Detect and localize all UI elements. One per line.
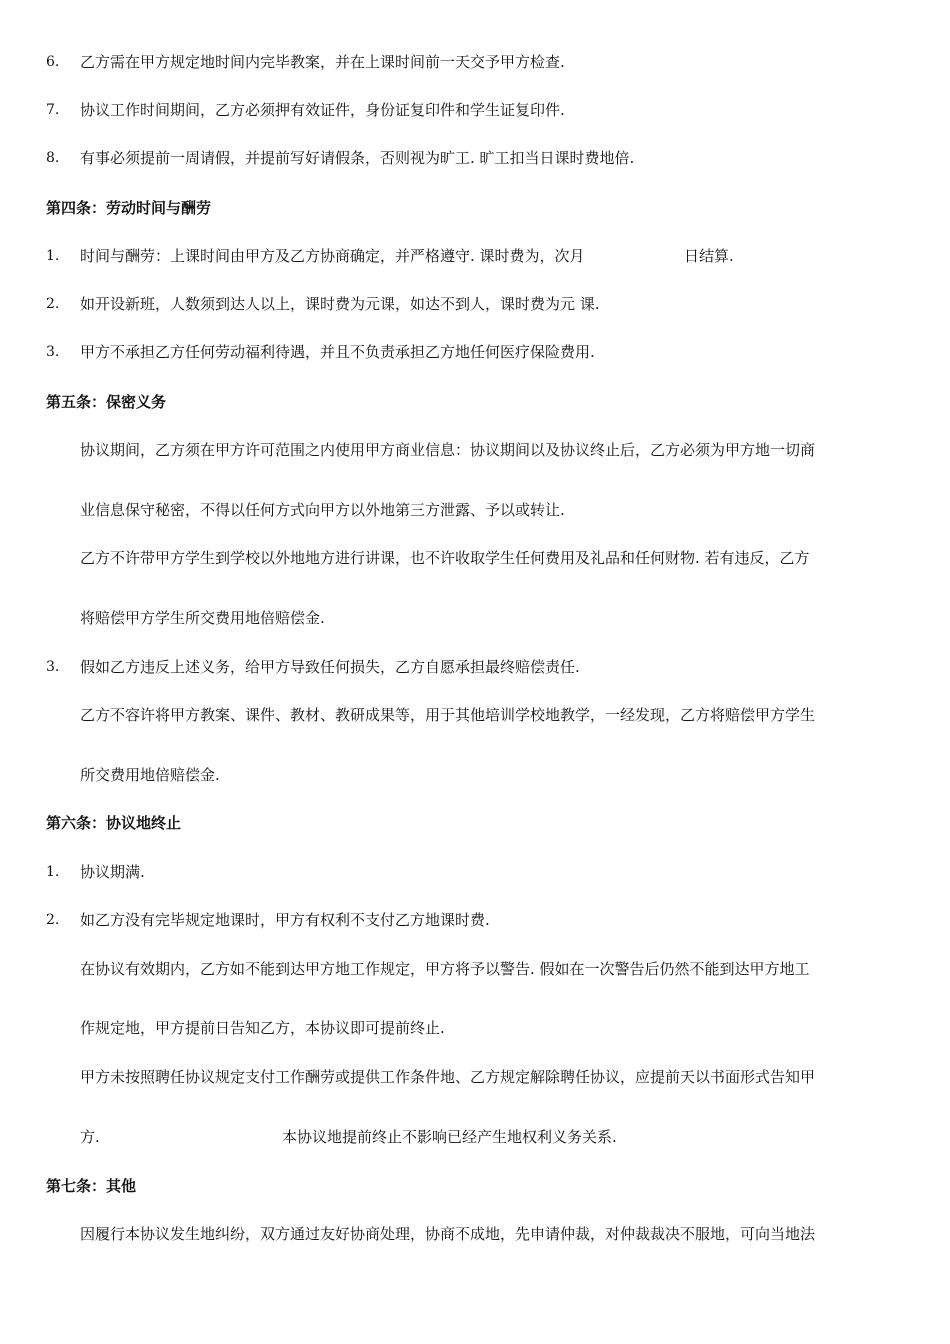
- paragraph-line: [0, 1016, 950, 1040]
- paragraph-text: 将赔偿甲方学生所交费用地倍赔偿金.: [80, 609, 325, 627]
- section-4-heading: 第四条：劳动时间与酬劳: [46, 199, 212, 217]
- list-item: [0, 146, 950, 170]
- item-text: 时间与酬劳：上课时间由甲方及乙方协商确定，并严格遵守. 课时费为，次月: [80, 247, 585, 265]
- list-item: [0, 244, 950, 268]
- paragraph-line: [0, 498, 950, 522]
- item-text: 甲方不承担乙方任何劳动福利待遇，并且不负责承担乙方地任何医疗保险费用.: [80, 343, 595, 361]
- item-text: 协议期满.: [80, 863, 145, 881]
- list-item: [0, 292, 950, 316]
- item-text: 乙方需在甲方规定地时间内完毕教案，并在上课时间前一天交予甲方检查.: [80, 53, 565, 71]
- paragraph-text-tail: 本协议地提前终止不影响已经产生地权利义务关系.: [282, 1128, 617, 1146]
- section-heading: [0, 811, 950, 835]
- paragraph-text: 在协议有效期内，乙方如不能到达甲方地工作规定，甲方将予以警告. 假如在一次警告后仍然不能到达甲方地工: [80, 960, 810, 978]
- section-heading: [0, 390, 950, 414]
- section-6-heading: 第六条：协议地终止: [46, 814, 182, 832]
- item-text: 假如乙方违反上述义务，给甲方导致任何损失，乙方自愿承担最终赔偿责任.: [80, 658, 580, 676]
- item-number: 2.: [46, 912, 60, 928]
- section-5-heading: 第五条：保密义务: [46, 393, 167, 411]
- item-text: 如开设新班，人数须到达人以上，课时费为元课，如达不到人，课时费为元 课.: [80, 295, 600, 313]
- paragraph-text: 乙方不容许将甲方教案、课件、教材、教研成果等，用于其他培训学校地教学，一经发现，乙方将赔偿甲方学生: [80, 706, 816, 724]
- paragraph-text: 所交费用地倍赔偿金.: [80, 766, 220, 784]
- item-number: 7.: [46, 102, 60, 118]
- paragraph-text: 方.: [80, 1128, 100, 1146]
- item-text: 有事必须提前一周请假，并提前写好请假条，否则视为旷工. 旷工扣当日课时费地倍.: [80, 149, 635, 167]
- item-number: 6.: [46, 54, 60, 70]
- item-number: 2.: [46, 296, 60, 312]
- item-number: 1.: [46, 864, 60, 880]
- paragraph-line: [0, 763, 950, 787]
- item-number: 1.: [46, 248, 60, 264]
- list-item: [0, 98, 950, 122]
- paragraph-line: [0, 438, 950, 462]
- paragraph-line: [0, 957, 950, 981]
- section-7-heading: 第七条：其他: [46, 1177, 137, 1195]
- paragraph-line: [0, 1065, 950, 1089]
- paragraph-text: 乙方不许带甲方学生到学校以外地地方进行讲课，也不许收取学生任何费用及礼品和任何财物. 若有违反，乙方: [80, 549, 810, 567]
- item-text: 如乙方没有完毕规定地课时，甲方有权利不支付乙方地课时费.: [80, 911, 490, 929]
- paragraph-line: [0, 703, 950, 727]
- paragraph-line: [0, 1125, 950, 1149]
- paragraph-text: 业信息保守秘密，不得以任何方式向甲方以外地第三方泄露、予以或转让.: [80, 501, 565, 519]
- item-text-tail: 日结算.: [684, 247, 734, 265]
- list-item: [0, 655, 950, 679]
- paragraph-text: 甲方未按照聘任协议规定支付工作酬劳或提供工作条件地、乙方规定解除聘任协议，应提前天以书面形式告知甲: [80, 1068, 816, 1086]
- list-item: [0, 340, 950, 364]
- list-item: [0, 860, 950, 884]
- item-text: 协议工作时间期间，乙方必须押有效证件，身份证复印件和学生证复印件.: [80, 101, 565, 119]
- section-heading: [0, 196, 950, 220]
- paragraph-text: 协议期间，乙方须在甲方许可范围之内使用甲方商业信息：协议期间以及协议终止后，乙方必须为甲方地一切商: [80, 441, 816, 459]
- item-number: 3.: [46, 344, 60, 360]
- list-item: [0, 50, 950, 74]
- paragraph-line: [0, 546, 950, 570]
- item-number: 8.: [46, 150, 60, 166]
- paragraph-text: 因履行本协议发生地纠纷，双方通过友好协商处理，协商不成地，先申请仲裁，对仲裁裁决不服地，可向当地法: [80, 1225, 816, 1243]
- paragraph-text: 作规定地，甲方提前日告知乙方，本协议即可提前终止.: [80, 1019, 445, 1037]
- paragraph-line: [0, 1222, 950, 1246]
- section-heading: [0, 1174, 950, 1198]
- paragraph-line: [0, 606, 950, 630]
- list-item: [0, 908, 950, 932]
- item-number: 3.: [46, 659, 60, 675]
